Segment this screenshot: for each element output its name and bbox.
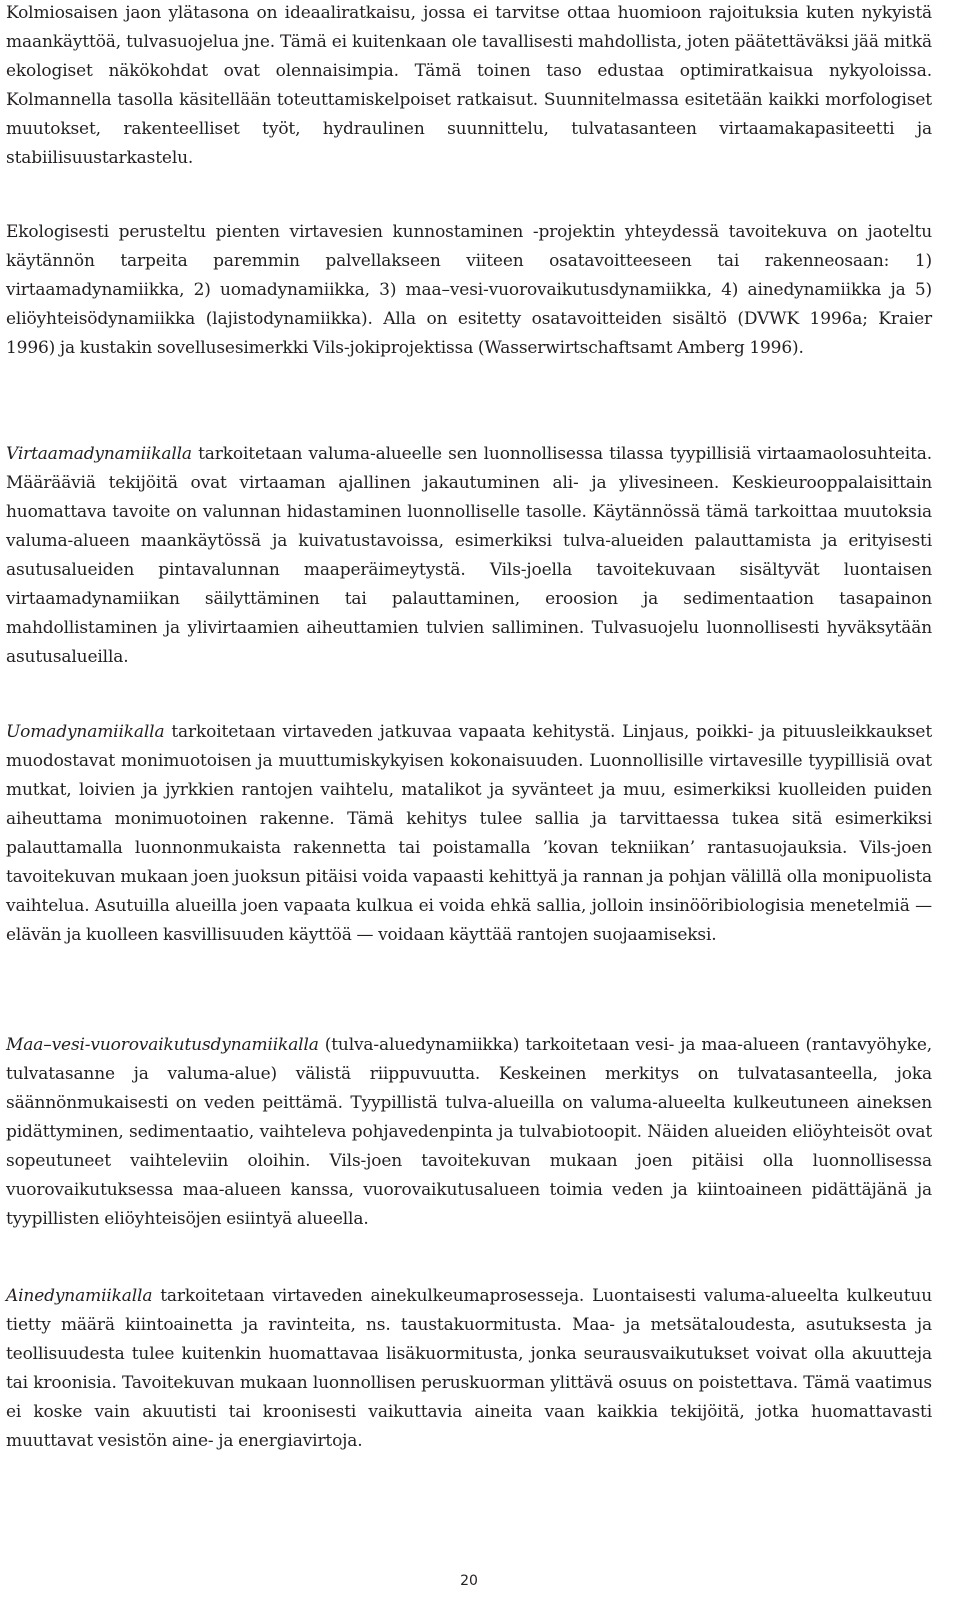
paragraph-text: tarkoitetaan valuma-alueelle sen luonnollisessa tilassa tyypillisiä virtaamaolosuhteita. Määrääviä tekijöitä ovat virtaaman ajallinen jakautuminen ali- ja ylivesineen. Keskieurooppalaisittain huomattava tavoite on valunnan hidastaminen luonnolliselle tasolle. Käytännössä tämä tarkoittaa muutoksia valuma-alueen maankäytössä ja kuivatustavoissa, esimerkiksi tulva-alueiden palauttamista ja erityisesti asutusalueiden pintavalunnan maaperäimeytystä. Vils-joella tavoitekuvaan sisältyvät luontaisen virtaamadynamiikan säilyttäminen tai palauttaminen, eroosion ja sedimentaation tasapainon mahdollistaminen ja ylivirtaamien aiheuttamien tulvien salliminen. Tulvasuojelu luonnollisesti hyväksytään asutusalueilla. [6,444,932,667]
paragraph-text: Ekologisesti perusteltu pienten virtavesien kunnostaminen -projektin yhteydessä tavoitekuva on jaoteltu käytännön tarpeita paremmin palvellakseen viiteen osatavoitteeseen tai rakenneosaan: 1) virtaamadynamiikka, 2) uomadynamiikka, 3) maa–vesi-vuorovaikutusdynamiikka, 4) ainedynamiikka ja 5) eliöyhteisödynamiikka (lajistodynamiikka). Alla on esitetty osatavoitteiden sisältö (DVWK 1996a; Kraier 1996) ja kustakin sovellusesimerkki Vils-jokiprojektissa (Wasserwirtschaftsamt Amberg 1996). [6,222,932,358]
paragraph-lead-term: Maa–vesi-vuorovaikutusdynamiikalla [6,1035,319,1055]
paragraph-flow-dynamics [6,440,932,672]
paragraph-target-components [6,218,932,363]
paragraph-solution-levels [6,0,932,173]
paragraph-text: tarkoitetaan virtaveden ainekulkeumaprosesseja. Luontaisesti valuma-alueelta kulkeutuu tietty määrä kiintoainetta ja ravinteita, ns. taustakuormitusta. Maa- ja metsätaloudesta, asutuksesta ja teollisuudesta tulee kuitenkin huomattavaa lisäkuormitusta, jonka seurausvaikutukset voivat olla akuutteja tai kroonisia. Tavoitekuvan mukaan luonnollisen peruskuorman ylittävä osuus on poistettava. Tämä vaatimus ei koske vain akuutisti tai kroonisesti vaikuttavia aineita vaan kaikkia tekijöitä, jotka huomattavasti muuttavat vesistön aine- ja energiavirtoja. [6,1286,932,1451]
paragraph-channel-dynamics [6,718,932,950]
paragraph-text: (tulva-aluedynamiikka) tarkoitetaan vesi- ja maa-alueen (rantavyöhyke, tulvatasanne ja valuma-alue) välistä riippuvuutta. Keskeinen merkitys on tulvatasanteella, joka säännönmukaisesti on veden peittämä. Tyypillistä tulva-alueilla on valuma-alueelta kulkeutuneen aineksen pidättyminen, sedimentaatio, vaihteleva pohjavedenpinta ja tulvabiotoopit. Näiden alueiden eliöyhteisöt ovat sopeutuneet vaihteleviin oloihin. Vils-joen tavoitekuvan mukaan joen pitäisi olla luonnollisessa vuorovaikutuksessa maa-alueen kanssa, vuorovaikutusalueen toimia veden ja kiintoaineen pidättäjänä ja tyypillisten eliöyhteisöjen esiintyä alueella. [6,1035,932,1229]
paragraph-text: Kolmiosaisen jaon ylätasona on ideaaliratkaisu, jossa ei tarvitse ottaa huomioon rajoituksia kuten nykyistä maankäyttöä, tulvasuojelua jne. Tämä ei kuitenkaan ole tavallisesti mahdollista, joten päätettäväksi jää mitkä ekologiset näkökohdat ovat olennaisimpia. Tämä toinen taso edustaa optimiratkaisua nykyoloissa. Kolmannella tasolla käsitellään toteuttamiskelpoiset ratkaisut. Suunnitelmassa esitetään kaikki morfologiset muutokset, rakenteelliset työt, hydraulinen suunnittelu, tulvatasanteen virtaamakapasiteetti ja stabiilisuustarkastelu. [6,3,932,168]
paragraph-lead-term: Ainedynamiikalla [6,1286,153,1306]
paragraph-lead-term: Uomadynamiikalla [6,722,165,742]
paragraph-substance-dynamics [6,1282,932,1456]
paragraph-lead-term: Virtaamadynamiikalla [6,444,192,464]
page-number: 20 [460,1573,478,1589]
paragraph-text: tarkoitetaan virtaveden jatkuvaa vapaata kehitystä. Linjaus, poikki- ja pituusleikkaukset muodostavat monimuotoisen ja muuttumiskykyisen kokonaisuuden. Luonnollisille virtavesille tyypillisiä ovat mutkat, loivien ja jyrkkien rantojen vaihtelu, matalikot ja syvänteet ja muu, esimerkiksi kuolleiden puiden aiheuttama monimuotoinen rakenne. Tämä kehitys tulee sallia ja tarvittaessa tukea sitä esimerkiksi palauttamalla luonnonmukaista rakennetta tai poistamalla ’kovan tekniikan’ rantasuojauksia. Vils-joen tavoitekuvan mukaan joen juoksun pitäisi voida vapaasti kehittyä ja rannan ja pohjan välillä olla monipuolista vaihtelua. Asutuilla alueilla joen vapaata kulkua ei voida ehkä sallia, jolloin insinööribiologisia menetelmiä — elävän ja kuolleen kasvillisuuden käyttöä — voidaan käyttää rantojen suojaamiseksi. [6,722,932,945]
paragraph-land-water-dynamics [6,1031,932,1234]
